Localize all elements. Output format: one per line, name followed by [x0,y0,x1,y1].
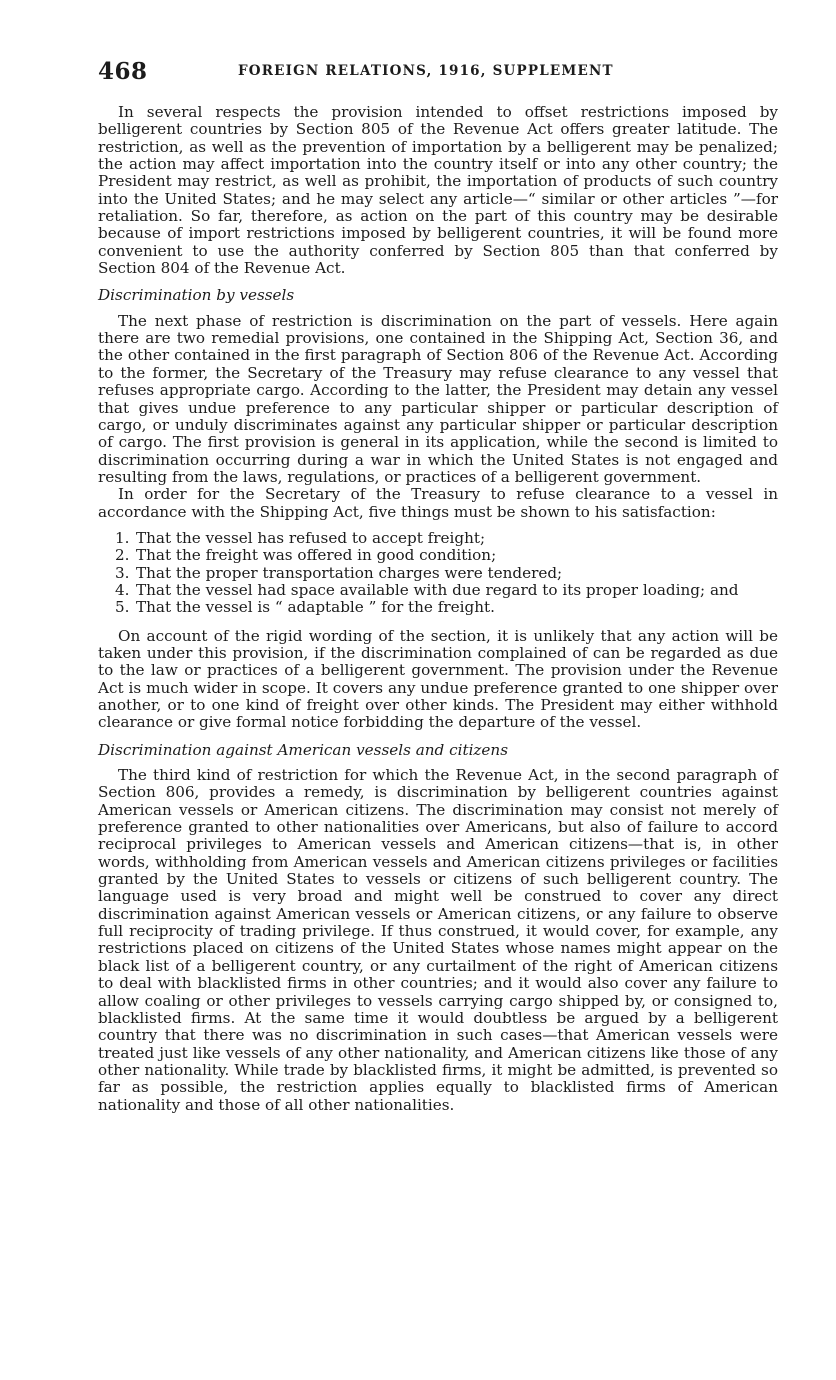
list-item [98,565,778,582]
page-header [98,58,778,86]
page-number: 468 [98,58,148,85]
list-item-number: 1. [115,528,130,547]
list-item [98,547,778,564]
section-heading-american: Discrimination against American vessels and citizens [98,740,508,759]
running-head: FOREIGN RELATIONS, 1916, SUPPLEMENT [238,63,614,79]
list-item-number: 4. [115,580,130,599]
paragraph-3: In order for the Secretary of the Treasury to refuse clearance to a vessel in accordance with the Shipping Act, five things must be shown to his satisfaction: [98,485,778,521]
paragraph-4: On account of the rigid wording of the section, it is unlikely that any action will be taken under this provision, if the discrimination complained of can be regarded as due to the law or practices of a belligerent government. The provision under the Revenue Act is much wider in scope. It covers any undue preference granted to one shipper over another, or to one kind of freight over other kinds. The President may either withhold clearance or give formal notice forbidding the departure of the vessel. [98,626,778,732]
section-heading-vessels: Discrimination by vessels [98,286,295,305]
list-item-text: That the vessel had space available with due regard to its proper loading; and [136,580,739,599]
body-text [98,104,778,1114]
list-item-number: 3. [115,563,130,582]
list-item-text: That the freight was offered in good condition; [136,546,497,565]
list-item-text: That the proper transportation charges were tendered; [136,563,563,582]
list-item-number: 2. [115,546,130,565]
paragraph-2: The next phase of restriction is discrimination on the part of vessels. Here again there are two remedial provisions, one contained in the Shipping Act, Section 36, and the other contained in the first paragraph of Section 806 of the Revenue Act. According to the former, the Secretary of the Treasury may refuse clearance to any vessel that refuses appropriate cargo. According to the latter, the President may detain any vessel that gives undue preference to any particular shipper or particular description of cargo, or unduly discriminates against any particular shipper or particular description of cargo. The first provision is general in its application, while the second is limited to discrimination occurring during a war in which the United States is not engaged and resulting from the laws, regulations, or practices of a belligerent government. [98,311,778,486]
list-item-text: That the vessel is “ adaptable ” for the freight. [136,598,495,617]
requirements-list [98,530,778,617]
paragraph-5: The third kind of restriction for which the Revenue Act, in the second paragraph of Section 806, provides a remedy, is discrimination by belligerent countries against American vessels or American citizens. The discrimination may consist not merely of preference granted to other nationalities over Americans, but also of failure to accord reciprocal privileges to American vessels and American citizens—that is, in other words, withholding from American vessels and American citizens privileges or facilities granted by the United States to vessels or citizens of such belligerent country. The language used is very broad and might well be construed to cover any direct discrimination against American vessels or American citizens, or any failure to observe full reciprocity of trading privilege. If thus construed, it would cover, for example, any restrictions placed on citizens of the United States whose names might appear on the black list of a belligerent country, or any curtailment of the right of American citizens to deal with blacklisted firms in other countries; and it would also cover any failure to allow coaling or other privileges to vessels carrying cargo shipped by, or consigned to, blacklisted firms. At the same time it would doubtless be argued by a belligerent country that there was no discrimination in such cases—that American vessels were treated just like vessels of any other nationality, and American citizens like those of any other nationality. While trade by blacklisted firms, it might be admitted, is prevented so far as possible, the restriction applies equally to blacklisted firms of American nationality and those of all other nationalities. [98,766,778,1114]
list-item-number: 5. [115,598,130,617]
list-item [98,582,778,599]
paragraph-1: In several respects the provision intended to offset restrictions imposed by belligerent countries by Section 805 of the Revenue Act offers greater latitude. The restriction, as well as the prevention of importation by a belligerent may be penalized; the action may affect importation into the country itself or into any other country; the President may restrict, as well as prohibit, the importation of products of such country into the United States; and he may select any article—“ similar or other articles ”—for retaliation. So far, therefore, as action on the part of this country may be desirable because of import restrictions imposed by belligerent countries, it will be found more convenient to use the authority conferred by Section 805 than that conferred by Section 804 of the Revenue Act. [98,103,778,278]
list-item [98,530,778,547]
list-item [98,599,778,616]
list-item-text: That the vessel has refused to accept freight; [136,528,486,547]
